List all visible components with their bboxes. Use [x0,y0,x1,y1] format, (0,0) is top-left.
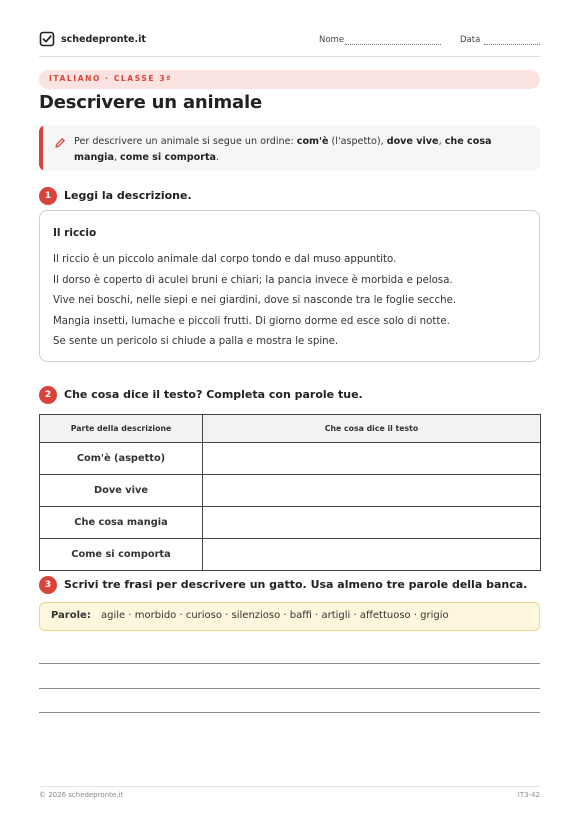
name-field-line[interactable] [345,44,441,45]
date-field-line[interactable] [484,44,540,45]
date-label: Data [460,35,481,45]
row-label: Come si comporta [40,539,203,571]
row-label: Com'è (aspetto) [40,443,203,475]
pencil-icon [54,137,66,149]
column-header: Che cosa dice il testo [203,415,541,443]
answer-cell[interactable] [203,507,541,539]
checklist-logo-icon [39,31,55,47]
info-box [39,125,540,171]
reading-line: Il riccio è un piccolo animale dal corpo tondo e dal muso appuntito. [53,254,397,265]
reading-line: Vive nei boschi, nelle siepi e nei giardini, dove si nasconde tra le foglie secche. [53,295,457,306]
reading-text [53,250,531,353]
info-accent-bar [39,125,43,171]
footer-divider [39,786,540,787]
info-key-aspect: com'è [296,136,329,147]
page-title: Descrivere un animale [39,92,262,113]
section-instruction: Scrivi tre frasi per descrivere un gatto. Usa almeno tre parole della banca. [64,578,528,591]
section-instruction: Leggi la descrizione. [64,189,192,202]
reading-line: Il dorso è coperto di aculei bruni e chiari; la pancia invece è morbida e pelosa. [53,274,453,286]
info-text [74,134,526,165]
row-label: Che cosa mangia [40,507,203,539]
info-intro: Per descrivere un animale si segue un ordine: [74,136,297,147]
writing-line[interactable] [39,663,540,664]
reading-box [39,210,540,362]
table-row [40,443,541,475]
row-label: Dove vive [40,475,203,507]
section-instruction: Che cosa dice il testo? Completa con parole tue. [64,388,363,401]
table-row [40,507,541,539]
info-sep-1: (l'aspetto), [328,136,387,147]
table-header-row [40,415,541,443]
table-row [40,539,541,571]
reading-title: Il riccio [53,227,97,239]
section-number: 2 [39,386,57,404]
reading-line: Mangia insetti, lumache e piccoli frutti. Di giorno dorme ed esce solo di notte. [53,315,450,327]
info-key-habitat: dove vive [386,136,439,147]
word-bank [39,602,540,631]
name-label: Nome [319,35,345,45]
table-row [40,475,541,507]
reading-line: Se sente un pericolo si chiude a palla e mostra le spine. [53,336,339,347]
info-sep-2: , [438,136,445,147]
brand-name: schedepronte.it [61,34,146,45]
answer-cell[interactable] [203,475,541,507]
subject-label: ITALIANO · CLASSE 3ª [49,74,172,83]
header-divider [39,56,540,57]
word-bank-label: Parole: [51,610,91,621]
info-end: . [216,151,220,163]
info-sep-3: , [113,151,121,163]
answer-cell[interactable] [203,539,541,571]
subject-pill [39,70,540,89]
footer-copyright: © 2026 schedepronte.it [39,791,124,799]
completion-table [39,414,541,571]
column-header: Parte della descrizione [40,415,203,443]
section-number: 3 [39,576,57,594]
section-number: 1 [39,187,57,205]
info-key-food: che cosa mangia [74,136,492,163]
page-header [39,29,540,55]
info-key-behavior: come si comporta [120,151,217,163]
answer-cell[interactable] [203,443,541,475]
word-bank-words: agile · morbido · curioso · silenzioso · baffi · artigli · affettuoso · grigio [101,610,449,621]
footer-code: IT3-42 [517,791,540,799]
writing-line[interactable] [39,712,540,713]
writing-line[interactable] [39,688,540,689]
